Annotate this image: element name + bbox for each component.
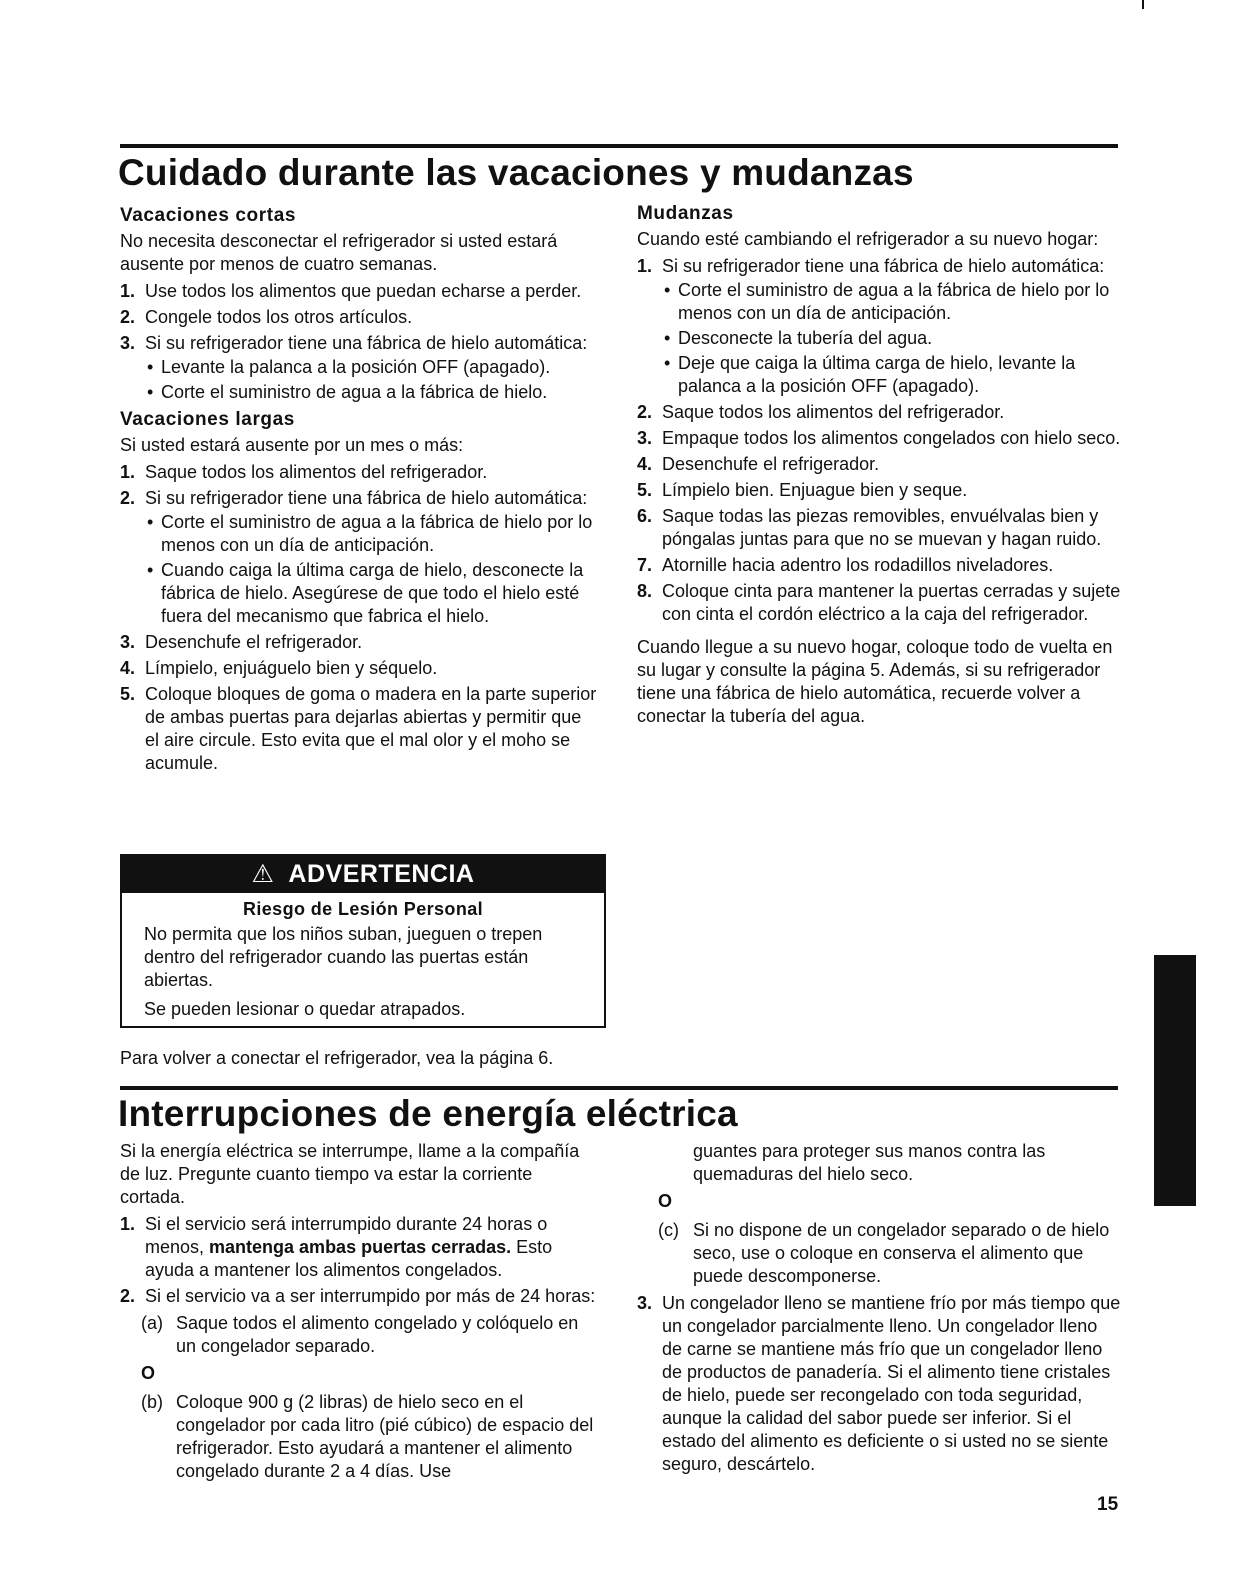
list-text: Desenchufe el refrigerador.: [662, 454, 880, 474]
list-text: Saque todas las piezas removibles, envuélvalas bien y póngalas juntas para que no se muevan y hagan ruido.: [662, 506, 1102, 549]
list-text: Desenchufe el refrigerador.: [145, 632, 363, 652]
list-text: Si su refrigerador tiene una fábrica de hielo automática:: [145, 488, 588, 508]
right-column-power: [637, 1140, 1121, 1480]
or-separator: O: [141, 1363, 156, 1383]
list-text: Límpielo bien. Enjuague bien y seque.: [662, 480, 968, 500]
warning-body: [122, 921, 604, 1021]
bullet-list: [662, 279, 1121, 398]
list-item: [120, 332, 598, 404]
list-item: [637, 401, 1121, 424]
list-text: Si su refrigerador tiene una fábrica de hielo automática:: [662, 256, 1105, 276]
list-item: [120, 280, 598, 303]
list-text: Esto ayuda a mantener los alimentos congelados.: [145, 1237, 553, 1280]
section-title-power-outage: Interrupciones de energía eléctrica: [118, 1093, 738, 1134]
list-text: Congele todos los otros artículos.: [145, 307, 413, 327]
list-number: 2.: [120, 1286, 136, 1306]
reconnect-note-text: Para volver a conectar el refrigerador, vea la página 6.: [120, 1048, 554, 1068]
section-rule-bottom: [120, 1086, 1118, 1090]
list-item: [637, 580, 1121, 626]
sub-item-b: [141, 1391, 602, 1483]
warning-text: No permita que los niños suban, jueguen o trepen dentro del refrigerador cuando las puertas están abiertas.: [144, 924, 543, 990]
bullet-item: • Corte el suministro de agua a la fábrica de hielo por lo menos con un día de anticipación.: [145, 511, 598, 557]
list-number: 7.: [637, 555, 653, 575]
list-item: [637, 453, 1121, 476]
bullet-list: [145, 511, 598, 628]
list-text: Use todos los alimentos que puedan echarse a perder.: [145, 281, 582, 301]
moving-list: [637, 255, 1121, 626]
list-number: 5.: [120, 684, 136, 704]
list-number: 5.: [637, 480, 653, 500]
list-number: 2.: [120, 488, 136, 508]
list-text: Empaque todos los alimentos congelados con hielo seco.: [662, 428, 1121, 448]
warning-header: [122, 856, 604, 893]
power-intro: Si la energía eléctrica se interrumpe, llame a la compañía de luz. Pregunte cuanto tiempo va estar la corriente cortada.: [120, 1141, 580, 1207]
bullet-item: • Corte el suministro de agua a la fábrica de hielo por lo menos con un día de anticipación.: [662, 279, 1121, 325]
list-number: 4.: [120, 658, 136, 678]
list-text: Si el servicio va a ser interrumpido por más de 24 horas:: [145, 1286, 596, 1306]
moving-intro: Cuando esté cambiando el refrigerador a su nuevo hogar:: [637, 229, 1099, 249]
list-number: 4.: [637, 454, 653, 474]
list-number: 1.: [637, 256, 653, 276]
list-item: [120, 1285, 602, 1308]
sub-label: (a): [141, 1313, 163, 1333]
list-item: [120, 631, 598, 654]
heading-moving: Mudanzas: [637, 203, 734, 224]
sub-label: (b): [141, 1392, 163, 1412]
list-item: [120, 487, 598, 628]
list-number: 2.: [637, 402, 653, 422]
list-item: [637, 255, 1121, 398]
list-text: Un congelador lleno se mantiene frío por más tiempo que un congelador parcialmente lleno. Un congelador lleno de carne se mantiene más frío que un congelador lleno de productos de panadería. Si el alimento tiene cristales de hielo, puede ser recongelado con toda seguridad, aunque la calidad del sabor puede ser inferior. Si el estado del alimento es deficiente o si usted no se siente seguro, descártelo.: [662, 1293, 1121, 1474]
list-number: 3.: [120, 632, 136, 652]
bullet-item: • Levante la palanca a la posición OFF (apagado).: [145, 356, 598, 379]
list-item: [120, 1213, 602, 1282]
list-text: Límpielo, enjuáguelo bien y séquelo.: [145, 658, 438, 678]
list-number: 2.: [120, 307, 136, 327]
list-item: [120, 306, 598, 329]
list-number: 8.: [637, 581, 653, 601]
right-column-moving: [637, 202, 1121, 732]
warning-triangle-icon: ⚠: [251, 860, 275, 888]
list-number: 3.: [120, 333, 136, 353]
warning-title: ADVERTENCIA: [288, 860, 475, 888]
page-number: 15: [1097, 1494, 1119, 1515]
section-title-vacations: Cuidado durante las vacaciones y mudanzas: [118, 152, 914, 193]
corner-tick-mark: [1142, 0, 1144, 9]
bullet-item: • Corte el suministro de agua a la fábrica de hielo.: [145, 381, 598, 404]
sub-text: Coloque 900 g (2 libras) de hielo seco en el congelador por cada litro (pié cúbico) de espacio del refrigerador. Esto ayudará a mantener el alimento congelado durante 2 a 4 días. Use: [176, 1392, 594, 1481]
long-vacations-intro: Si usted estará ausente por un mes o más:: [120, 435, 464, 455]
sub-item-c: [658, 1219, 1121, 1288]
sub-label: (c): [658, 1220, 679, 1240]
heading-long-vacations: Vacaciones largas: [120, 409, 295, 430]
list-text-bold: mantenga ambas puertas cerradas.: [209, 1237, 512, 1257]
list-text: Si el servicio será interrumpido durante 24 horas o menos,: [145, 1214, 548, 1257]
long-vacations-list: [120, 461, 598, 775]
left-column-vacations: [120, 204, 598, 779]
list-text: Si su refrigerador tiene una fábrica de hielo automática:: [145, 333, 588, 353]
sub-text: guantes para proteger sus manos contra las quemaduras del hielo seco.: [693, 1141, 1046, 1184]
bullet-item: • Deje que caiga la última carga de hielo, levante la palanca a la posición OFF (apagado).: [662, 352, 1121, 398]
list-text: Saque todos los alimentos del refrigerador.: [662, 402, 1005, 422]
list-number: 1.: [120, 1214, 136, 1234]
bullet-item: • Desconecte la tubería del agua.: [662, 327, 1121, 350]
list-number: 1.: [120, 281, 136, 301]
list-number: 3.: [637, 428, 653, 448]
list-item: [637, 479, 1121, 502]
left-column-power: [120, 1140, 602, 1487]
sub-text: Si no dispone de un congelador separado o de hielo seco, use o coloque en conserva el alimento que puede descomponerse.: [693, 1220, 1110, 1286]
list-number: 6.: [637, 506, 653, 526]
warning-text: Se pueden lesionar o quedar atrapados.: [144, 999, 466, 1019]
list-text: Coloque bloques de goma o madera en la parte superior de ambas puertas para dejarlas abiertas y permitir que el aire circule. Esto evita que el mal olor y el moho se acumule.: [145, 684, 597, 773]
or-separator: O: [658, 1191, 673, 1211]
warning-subtitle: Riesgo de Lesión Personal: [242, 899, 484, 919]
power-list-continued: [637, 1292, 1121, 1476]
list-item: [120, 683, 598, 775]
reconnect-note: [120, 1047, 620, 1074]
sub-item-b-continued: [658, 1140, 1121, 1186]
list-item: [637, 505, 1121, 551]
short-vacations-intro: No necesita desconectar el refrigerador si usted estará ausente por menos de cuatro semanas.: [120, 231, 558, 274]
list-item: [120, 657, 598, 680]
list-item: [637, 1292, 1121, 1476]
moving-closing: Cuando llegue a su nuevo hogar, coloque todo de vuelta en su lugar y consulte la página 5. Además, si su refrigerador tiene una fábrica de hielo automática, recuerde volver a conectar la tubería del agua.: [637, 637, 1113, 726]
sub-item-a: [141, 1312, 602, 1358]
bullet-item: • Cuando caiga la última carga de hielo, desconecte la fábrica de hielo. Asegúrese de que todo el hielo esté fuera del mecanismo que fabrica el hielo.: [145, 559, 598, 628]
list-text: Saque todos los alimentos del refrigerador.: [145, 462, 488, 482]
short-vacations-list: [120, 280, 598, 404]
list-text: Coloque cinta para mantener la puertas cerradas y sujete con cinta el cordón eléctrico a la caja del refrigerador.: [662, 581, 1121, 624]
warning-box: [120, 854, 606, 1028]
list-number: 3.: [637, 1293, 653, 1313]
section-rule-top: [120, 144, 1118, 148]
bullet-list: [145, 356, 598, 404]
section-thumb-tab: [1154, 955, 1196, 1206]
list-item: [637, 554, 1121, 577]
sub-text: Saque todos el alimento congelado y colóquelo en un congelador separado.: [176, 1313, 579, 1356]
list-number: 1.: [120, 462, 136, 482]
list-item: [120, 461, 598, 484]
heading-short-vacations: Vacaciones cortas: [120, 205, 297, 226]
list-item: [637, 427, 1121, 450]
list-text: Atornille hacia adentro los rodadillos niveladores.: [662, 555, 1054, 575]
power-list: [120, 1213, 602, 1308]
